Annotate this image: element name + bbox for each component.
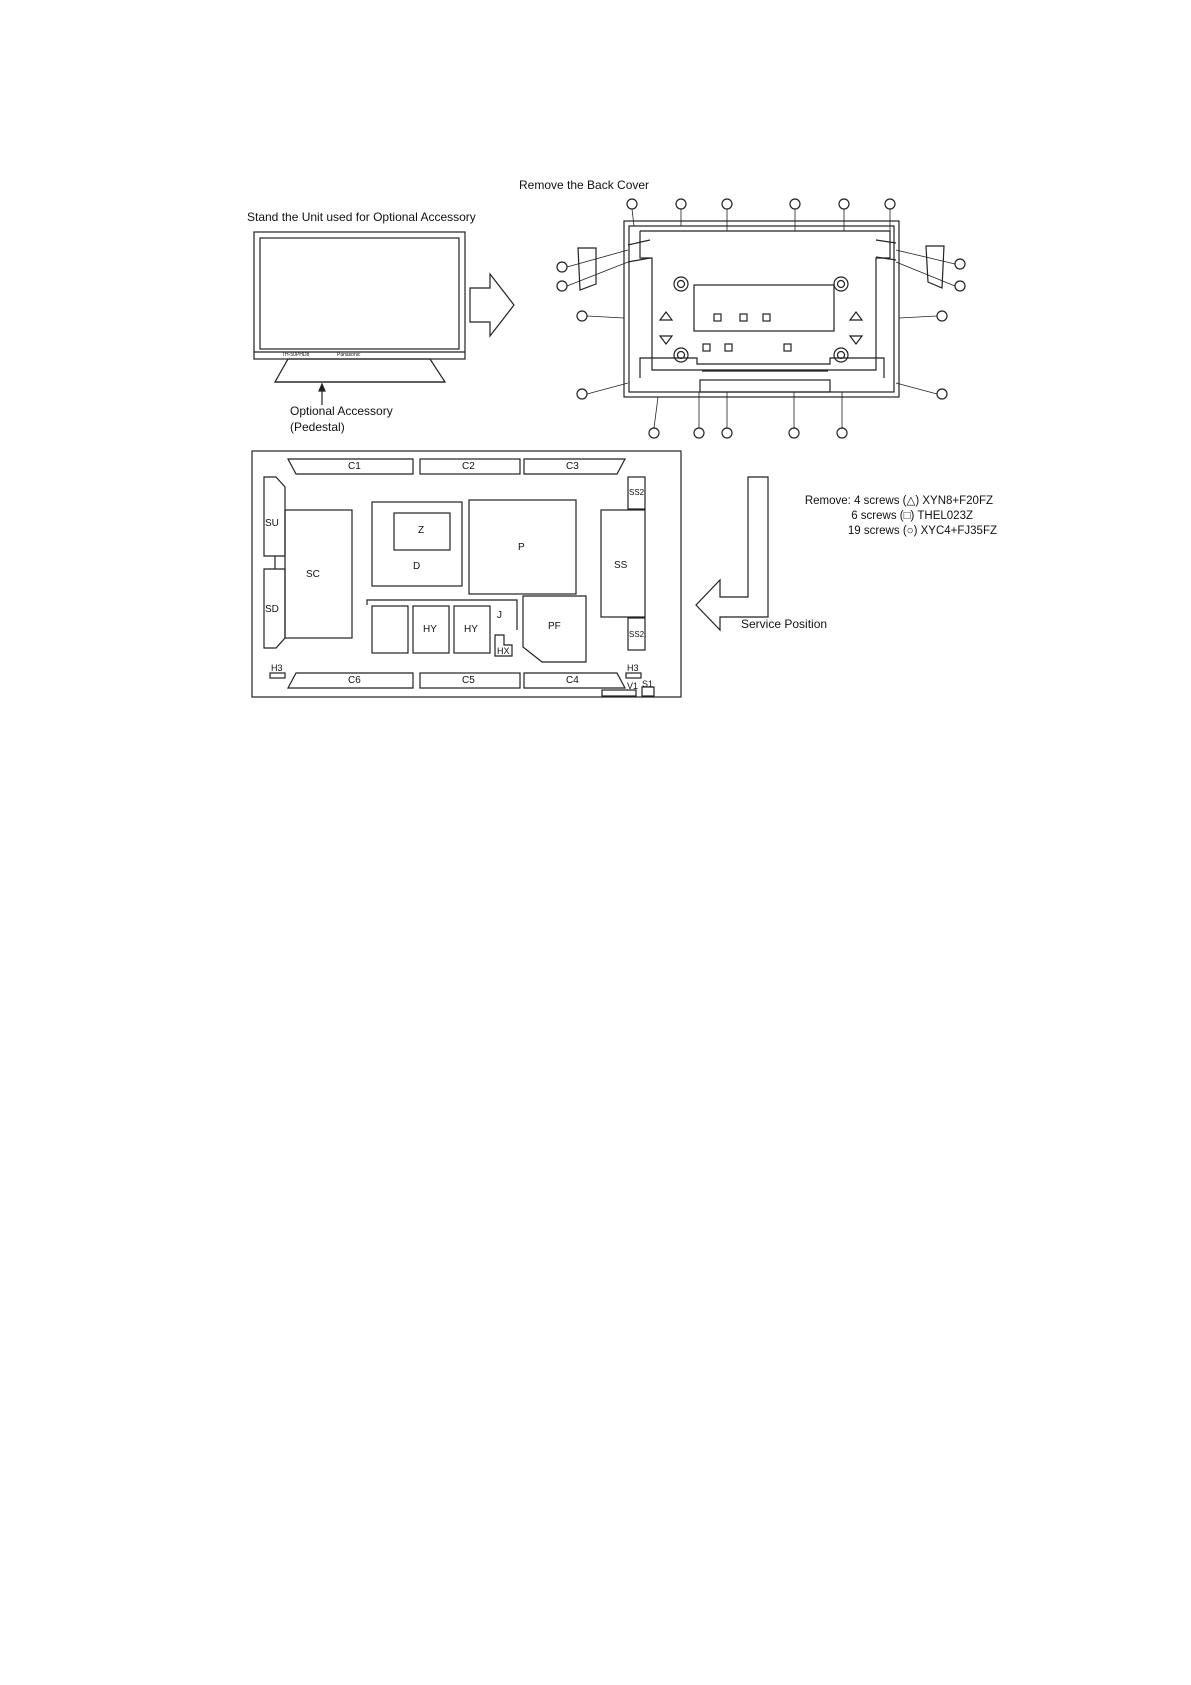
- board-ss: SS: [614, 560, 628, 571]
- board-ss2-bottom: SS2: [629, 630, 645, 639]
- legend-prefix: Remove: 4 screws: [804, 495, 900, 507]
- legend-part: XYC4+FJ35FZ: [920, 525, 997, 537]
- board-sc: SC: [306, 569, 320, 580]
- board-c6: C6: [348, 675, 361, 686]
- optional-accessory-label: Optional Accessory: [290, 404, 393, 418]
- board-su: SU: [265, 518, 279, 529]
- board-c2: C2: [462, 461, 475, 472]
- tv-front-view: [254, 232, 465, 405]
- board-d: D: [413, 561, 421, 572]
- legend-prefix: 6 screws: [851, 510, 897, 522]
- board-hy-1: HY: [423, 624, 437, 635]
- board-hx: HX: [497, 646, 510, 656]
- board-ss2-top: SS2: [629, 488, 645, 497]
- service-position-arrow-icon: [696, 477, 768, 630]
- board-pf: PF: [548, 621, 561, 632]
- board-h3-left: H3: [271, 663, 283, 673]
- back-cover-view: [557, 199, 965, 438]
- board-c5: C5: [462, 675, 475, 686]
- board-p: P: [518, 542, 525, 553]
- triangle-screw-icon: (△): [902, 495, 920, 507]
- square-screw-icon: (□): [899, 510, 915, 522]
- right-arrow-icon: [470, 274, 514, 336]
- legend-prefix: 19 screws: [847, 525, 900, 537]
- legend-row-circle-screws: [848, 524, 997, 538]
- board-sd: SD: [265, 604, 279, 615]
- board-s1: S1: [642, 679, 654, 689]
- back-cover-title: Remove the Back Cover: [519, 178, 650, 192]
- service-position-label: Service Position: [741, 617, 828, 631]
- board-z: Z: [418, 525, 425, 536]
- board-v1: V1: [627, 681, 639, 691]
- tv-brand: Panasonic: [337, 352, 361, 358]
- circle-screw-icon: (○): [902, 525, 918, 537]
- stand-unit-title: Stand the Unit used for Optional Accessory: [247, 210, 476, 224]
- legend-part: XYN8+F20FZ: [922, 495, 993, 507]
- pedestal-label: (Pedestal): [290, 420, 345, 434]
- legend-row-triangle-screws: [805, 494, 993, 508]
- legend-part: THEL023Z: [917, 510, 973, 522]
- board-c4: C4: [566, 675, 579, 686]
- legend-row-square-screws: [851, 509, 973, 523]
- tv-model: TH-50PHD8: [282, 352, 310, 358]
- board-hy-2: HY: [464, 624, 478, 635]
- board-c3: C3: [566, 461, 579, 472]
- board-c1: C1: [348, 461, 361, 472]
- board-h3-right: H3: [627, 663, 639, 673]
- board-j: J: [497, 610, 502, 621]
